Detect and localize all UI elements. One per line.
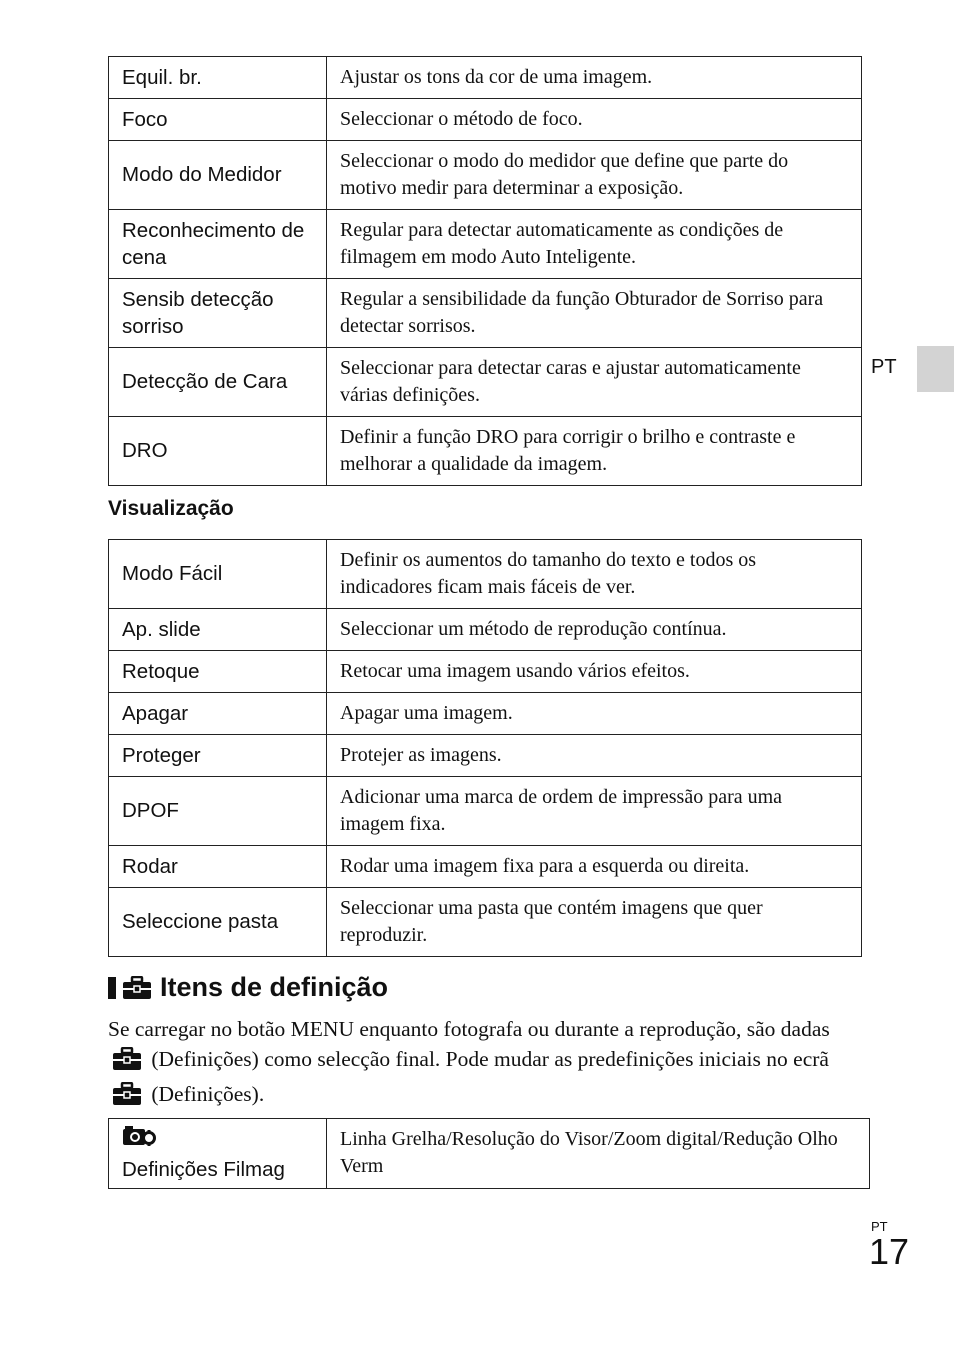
menu-term: DRO: [109, 417, 327, 486]
table-row: [109, 846, 862, 888]
menu-term: Equil. br.: [109, 57, 327, 99]
menu-term: Ap. slide: [109, 609, 327, 651]
body-text-part: Se carregar no botão MENU enquanto fotografa ou durante a reprodução, são dadas: [108, 1017, 830, 1041]
table-row: [109, 417, 862, 486]
menu-description: Definir os aumentos do tamanho do texto e todos os indicadores ficam mais fáceis de ver.: [327, 540, 862, 609]
table-row: [109, 210, 862, 279]
menu-description: Definir a função DRO para corrigir o brilho e contraste e melhorar a qualidade da imagem.: [327, 417, 862, 486]
table-row: [109, 651, 862, 693]
table-row: [109, 99, 862, 141]
menu-description: Seleccionar uma pasta que contém imagens que quer reproduzir.: [327, 888, 862, 957]
menu-description: Linha Grelha/Resolução do Visor/Zoom digital/Redução Olho Verm: [327, 1119, 870, 1189]
table-row: [109, 693, 862, 735]
body-text-part: (Definições) como selecção final. Pode mudar as predefinições iniciais no ecrã: [151, 1047, 829, 1071]
language-side-label: PT: [871, 356, 897, 378]
menu-description: Seleccionar para detectar caras e ajustar automaticamente várias definições.: [327, 348, 862, 417]
language-side-tab: [917, 346, 954, 392]
shooting-menu-table: [108, 56, 862, 486]
menu-description: Regular para detectar automaticamente as condições de filmagem em modo Auto Inteligente.: [327, 210, 862, 279]
viewing-menu-table: [108, 539, 862, 957]
menu-term: Apagar: [109, 693, 327, 735]
toolbox-icon: [122, 976, 152, 1000]
menu-term: Definições Filmag: [122, 1158, 285, 1181]
menu-description: Seleccionar o método de foco.: [327, 99, 862, 141]
settings-menu-table: [108, 1118, 870, 1189]
camera-settings-icon: [122, 1123, 314, 1154]
settings-heading-text: Itens de definição: [160, 972, 389, 1002]
menu-term: Modo do Medidor: [109, 141, 327, 210]
table-row: [109, 735, 862, 777]
table-row: [109, 609, 862, 651]
menu-term: Retoque: [109, 651, 327, 693]
menu-term: Foco: [109, 99, 327, 141]
viewing-section-heading: Visualização: [108, 497, 234, 520]
body-text-part: (Definições).: [151, 1082, 265, 1106]
table-row: [109, 1119, 870, 1189]
table-row: [109, 279, 862, 348]
menu-term: Proteger: [109, 735, 327, 777]
menu-term: Seleccione pasta: [109, 888, 327, 957]
menu-description: Retocar uma imagem usando vários efeitos.: [327, 651, 862, 693]
table-row: [109, 348, 862, 417]
table-row: [109, 777, 862, 846]
table-row: [109, 888, 862, 957]
menu-description: Seleccionar o modo do medidor que define que parte do motivo medir para determinar a exposição.: [327, 141, 862, 210]
menu-term: Sensib detecção sorriso: [109, 279, 327, 348]
table-row: [109, 540, 862, 609]
page-number: 17: [869, 1231, 910, 1272]
settings-section-heading: [108, 972, 388, 1003]
menu-term: Reconhecimento de cena: [109, 210, 327, 279]
toolbox-icon: [112, 1047, 142, 1079]
menu-term: Detecção de Cara: [109, 348, 327, 417]
menu-term: DPOF: [109, 777, 327, 846]
settings-body-text: [108, 1014, 868, 1114]
menu-description: Ajustar os tons da cor de uma imagem.: [327, 57, 862, 99]
menu-description: Apagar uma imagem.: [327, 693, 862, 735]
menu-description: Seleccionar um método de reprodução contínua.: [327, 609, 862, 651]
table-row: [109, 141, 862, 210]
page-language-code: PT: [871, 1219, 888, 1234]
menu-term: Modo Fácil: [109, 540, 327, 609]
heading-bar: [108, 977, 116, 999]
toolbox-icon: [112, 1082, 142, 1114]
menu-term-cell: [109, 1119, 327, 1189]
menu-term: Rodar: [109, 846, 327, 888]
menu-description: Adicionar uma marca de ordem de impressão para uma imagem fixa.: [327, 777, 862, 846]
menu-description: Regular a sensibilidade da função Obturador de Sorriso para detectar sorrisos.: [327, 279, 862, 348]
menu-description: Rodar uma imagem fixa para a esquerda ou direita.: [327, 846, 862, 888]
menu-description: Protejer as imagens.: [327, 735, 862, 777]
table-row: [109, 57, 862, 99]
